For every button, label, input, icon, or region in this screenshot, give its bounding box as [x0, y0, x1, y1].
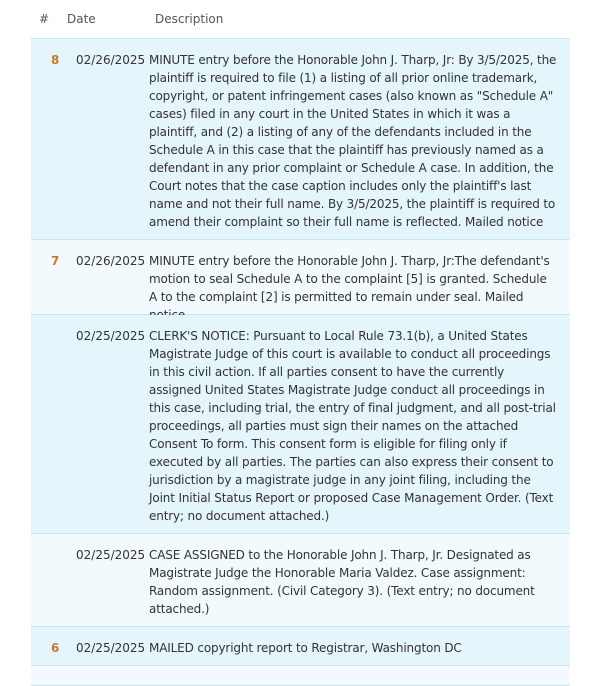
entry-date: 02/25/2025: [76, 641, 146, 655]
docket-entry: [31, 240, 570, 315]
entry-date: 02/26/2025: [76, 53, 146, 67]
column-header-date: Date: [67, 12, 96, 26]
docket-entry: [31, 627, 570, 666]
entry-description: CLERK'S NOTICE: Pursuant to Local Rule 73.1(b), a United States Magistrate Judge of this court is available to conduct all proceedings in this civil action. If all parties consent to have the currently assigned United States Magistrate Judge conduct all proceedings in this case, including trial, the entry of final judgment, and all post-trial proceedings, all parties must sign their names on the attached Consent To form. This consent form is eligible for filing only if executed by all parties. The parties can also express their consent to jurisdiction by a magistrate judge in any joint filing, including the Joint Initial Status Report or proposed Case Management Order. (Text entry; no document attached.): [149, 329, 556, 523]
entry-description: MINUTE entry before the Honorable John J. Tharp, Jr:The defendant's motion to seal Schedule A to the complaint [5] is granted. Schedule A to the complaint [2] is permitted to remain under seal. Mailed: [149, 254, 550, 304]
docket-entry: [31, 534, 570, 627]
docket-entries-list: [31, 38, 570, 686]
docket-entry: [31, 39, 570, 240]
entry-date: 02/25/2025: [76, 548, 146, 562]
entry-description: MAILED copyright report to Registrar, Washington DC: [149, 641, 462, 655]
column-header-description: Description: [155, 12, 224, 26]
entry-number[interactable]: 6: [51, 641, 60, 655]
docket-entry: [31, 315, 570, 534]
entry-number[interactable]: 7: [51, 254, 60, 268]
entry-description: CASE ASSIGNED to the Honorable John J. Tharp, Jr. Designated as Magistrate Judge the Honorable Maria Valdez. Case assignment: Random assignment. (Civil Category 3). (Text entry; no document attached.): [149, 548, 535, 616]
column-header-number: #: [39, 12, 50, 26]
docket-table-header: [0, 0, 603, 38]
entry-number[interactable]: 8: [51, 53, 60, 67]
docket-entry-partial: [31, 666, 570, 686]
entry-date: 02/26/2025: [76, 254, 146, 268]
entry-description: MINUTE entry before the Honorable John J. Tharp, Jr: By 3/5/2025, the plaintiff is required to file (1) a listing of all prior online trademark, copyright, or patent infringement cases (also known as "Schedule A" cases) filed in any court in the United States in which it was a plaintiff, and (2) a listing of any of the defendants included in the Schedule A in this case that the plaintiff has previously named as a defendant in any prior complaint or Schedule A case. In addition, the Court notes that the case caption includes only the plaintiff's last name and not their full name. By 3/5/2025, the plaintiff is required to amend their complaint so their full name is reflected. Mailed notice: [149, 53, 557, 229]
entry-date: 02/25/2025: [76, 329, 146, 343]
